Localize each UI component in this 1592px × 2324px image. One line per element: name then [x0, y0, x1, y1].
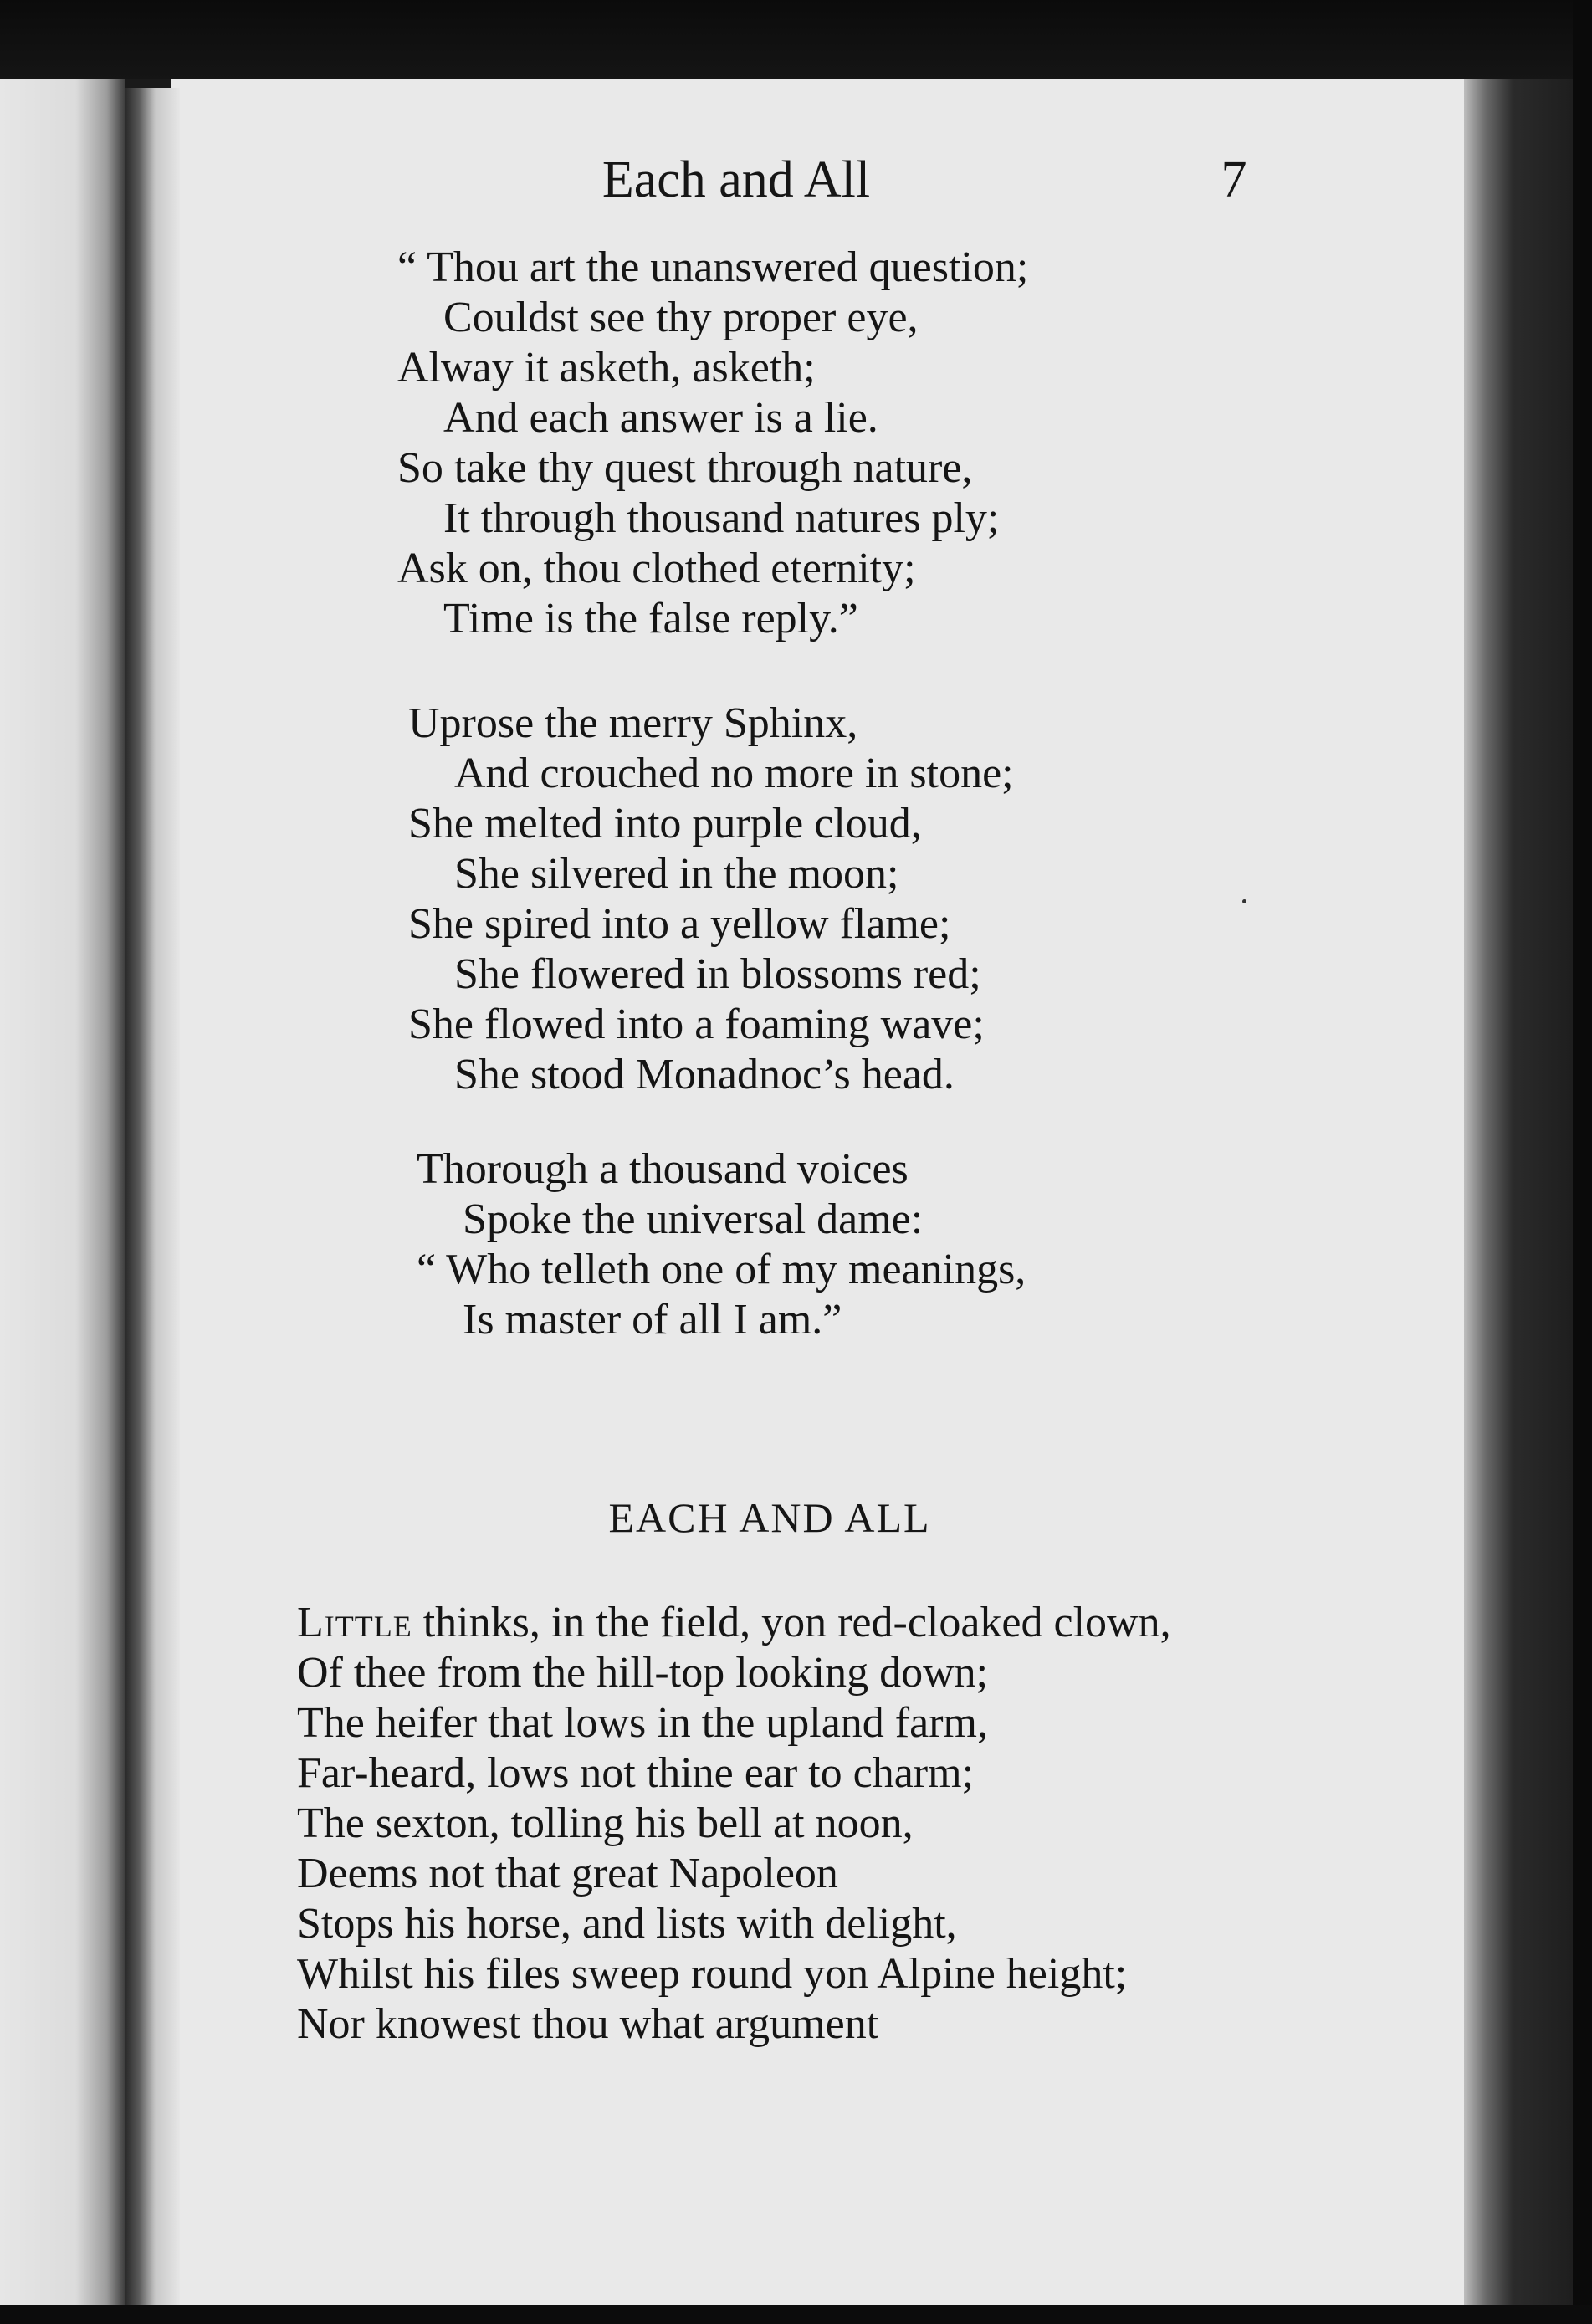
scan-border-right: [1573, 0, 1592, 2324]
verse-line: It through thousand natures ply;: [443, 494, 1000, 542]
verse-line: Deems not that great Napoleon: [297, 1850, 838, 1897]
scan-border-top: [0, 0, 1592, 79]
verse-line: Is master of all I am.”: [463, 1296, 842, 1344]
poem-2-body: [297, 1598, 1171, 2050]
verse-line: Stops his horse, and lists with delight,: [297, 1900, 957, 1948]
verse-line: Of thee from the hill-top looking down;: [297, 1649, 989, 1697]
verse-line: The heifer that lows in the upland farm,: [297, 1699, 988, 1747]
verse-line: She silvered in the moon;: [454, 850, 899, 898]
verse-line: “ Who telleth one of my meanings,: [417, 1246, 1026, 1293]
page-number: 7: [1221, 151, 1247, 208]
verse-line: Time is the false reply.”: [443, 595, 858, 642]
poem-title: EACH AND ALL: [608, 1494, 931, 1541]
running-title: Each and All: [601, 151, 871, 208]
verse-line: Thorough a thousand voices: [417, 1145, 909, 1193]
stanza-3: [417, 1144, 1026, 1345]
verse-line: She flowered in blossoms red;: [454, 950, 981, 998]
page-gutter: [125, 88, 180, 2305]
stanza-1: [397, 243, 1028, 644]
verse-line: Nor knowest thou what argument: [297, 2000, 879, 2048]
verse-line: The sexton, tolling his bell at noon,: [297, 1799, 914, 1847]
verse-line: She flowed into a foaming wave;: [408, 1001, 985, 1048]
first-line-text: thinks, in the field, yon red-cloaked clown,: [412, 1599, 1171, 1646]
stanza-2: [408, 699, 1014, 1100]
verse-line: [297, 1598, 1171, 1648]
verse-line: She spired into a yellow flame;: [408, 900, 951, 948]
verse-line: And crouched no more in stone;: [454, 750, 1014, 797]
verse-line: Far-heard, lows not thine ear to charm;: [297, 1749, 975, 1797]
page-stack-edge: [1464, 79, 1573, 2305]
scan-border-bottom: [0, 2305, 1592, 2324]
facing-page-edge: [0, 79, 125, 2305]
verse-line: Spoke the universal dame:: [463, 1195, 924, 1243]
verse-line: And each answer is a lie.: [443, 394, 878, 442]
verse-line: “ Thou art the unanswered question;: [397, 243, 1029, 291]
verse-line: Alway it asketh, asketh;: [397, 344, 816, 392]
verse-line: Ask on, thou clothed eternity;: [397, 545, 916, 592]
verse-line: So take thy quest through nature,: [397, 444, 973, 492]
paper-speck: [1242, 899, 1246, 903]
verse-line: Whilst his files sweep round yon Alpine height;: [297, 1950, 1128, 1998]
verse-line: Couldst see thy proper eye,: [443, 294, 919, 341]
verse-line: She melted into purple cloud,: [408, 800, 922, 847]
verse-line: She stood Monadnoc’s head.: [454, 1051, 955, 1098]
drop-word: Little: [297, 1599, 412, 1646]
verse-line: Uprose the merry Sphinx,: [408, 699, 858, 747]
